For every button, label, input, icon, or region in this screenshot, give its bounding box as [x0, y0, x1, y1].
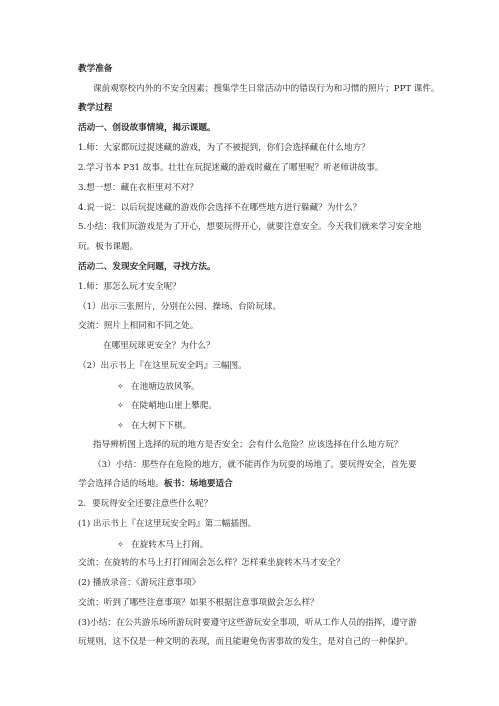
activity2-line-1: 1.师：那怎么玩才安全呢？	[78, 282, 181, 292]
bullet-text: 在池塘边放风筝。	[131, 382, 200, 392]
diamond-bullet-icon: ✧	[117, 401, 124, 410]
activity2-line-8	[78, 479, 233, 490]
activity2-line-10: (1) 出示书上『在这里玩安全吗』第二幅插图。	[78, 519, 257, 529]
diamond-bullet-icon: ✧	[117, 421, 124, 430]
bullet-text: 在旋转木马上打闹。	[131, 540, 209, 550]
activity2-line-13: 交流：听到了哪些注意事项？如果不根据注意事项做会怎么样？	[78, 598, 319, 608]
bullet-item-3	[117, 420, 191, 432]
activity2-line-6: 指导辨析图上选择的玩的地方是否安全；会有什么危险？应该选择在什么地方玩？	[93, 440, 403, 450]
activity2-line-14: (3)小结：在公共游乐场所游玩时要遵守这些游玩安全事项，听从工作人员的指挥，遵守游	[78, 618, 417, 628]
activity2-line-2: （1）出示三张照片，分别在公园、操场、台阶玩球。	[78, 302, 282, 312]
activity2-line-12: (2) 播放录音：《游玩注意事项》	[78, 578, 201, 588]
activity1-heading: 活动一、创设故事情境，揭示课题。	[78, 123, 216, 133]
bullet-text: 在大树下下棋。	[131, 421, 192, 431]
activity2-heading: 活动二、发现安全问题，寻找方法。	[78, 262, 216, 272]
bullet-item-1	[117, 381, 200, 393]
diamond-bullet-icon: ✧	[117, 540, 124, 549]
prep-text: 课前观察校内外的不安全因素；搜集学生日常活动中的错误行为和习惯的照片；PPT 课件。	[93, 84, 440, 94]
bullet-text: 在陡峭地山崖上攀爬。	[131, 401, 217, 411]
activity1-line-4: 4.说一说：以后玩捉迷藏的游戏你会选择不在哪些地方进行躲藏？为什么？	[78, 203, 362, 213]
activity2-line-9: 2．要玩得安全还要注意些什么呢？	[78, 499, 213, 509]
activity2-line-5: （2）出示书上『在这里玩安全吗』三幅图。	[78, 361, 247, 371]
board-note: 板书：场地要适合	[163, 479, 233, 489]
activity2-line-7: （3）小结：那些存在危险的地方，就不能再作为玩耍的场地了。要玩得安全，首先要	[93, 460, 417, 470]
activity2-line-3: 交流：照片上相同和不同之处。	[78, 321, 199, 331]
diamond-bullet-icon: ✧	[117, 382, 124, 391]
activity1-line-2: 2.学习书本 P31 故事。壮壮在玩捉迷藏的游戏时藏在了哪里呢？听老师讲故事。	[78, 163, 384, 173]
activity1-line-5: 5.小结：我们玩游戏是为了开心，想要玩得开心，就要注意安全。今天我们就来学习安全地	[78, 222, 422, 232]
activity1-line-6: 玩。板书课题。	[78, 242, 139, 252]
line-8-text: 学会选择合适的场地。	[78, 479, 164, 489]
activity2-line-4: 在哪里玩球更安全？为什么？	[103, 341, 215, 351]
bullet-item-4	[117, 539, 208, 551]
activity2-line-11: 交流：在旋转的木马上打打闹闹会怎么样？怎样乘坐旋转木马才安全？	[78, 558, 345, 568]
prep-heading: 教学准备	[78, 64, 113, 74]
activity2-line-15: 玩规则，这不仅是一种文明的表现，而且能避免伤害事故的发生，是对自己的一种保护。	[78, 637, 414, 647]
activity1-line-1: 1.师：大家都玩过捉迷藏的游戏，为了不被捉到，你们会选择藏在什么地方？	[78, 143, 370, 153]
bullet-item-2	[117, 400, 217, 412]
process-heading: 教学过程	[78, 103, 113, 113]
activity1-line-3: 3.想一想：藏在衣柜里对不对？	[78, 183, 198, 193]
